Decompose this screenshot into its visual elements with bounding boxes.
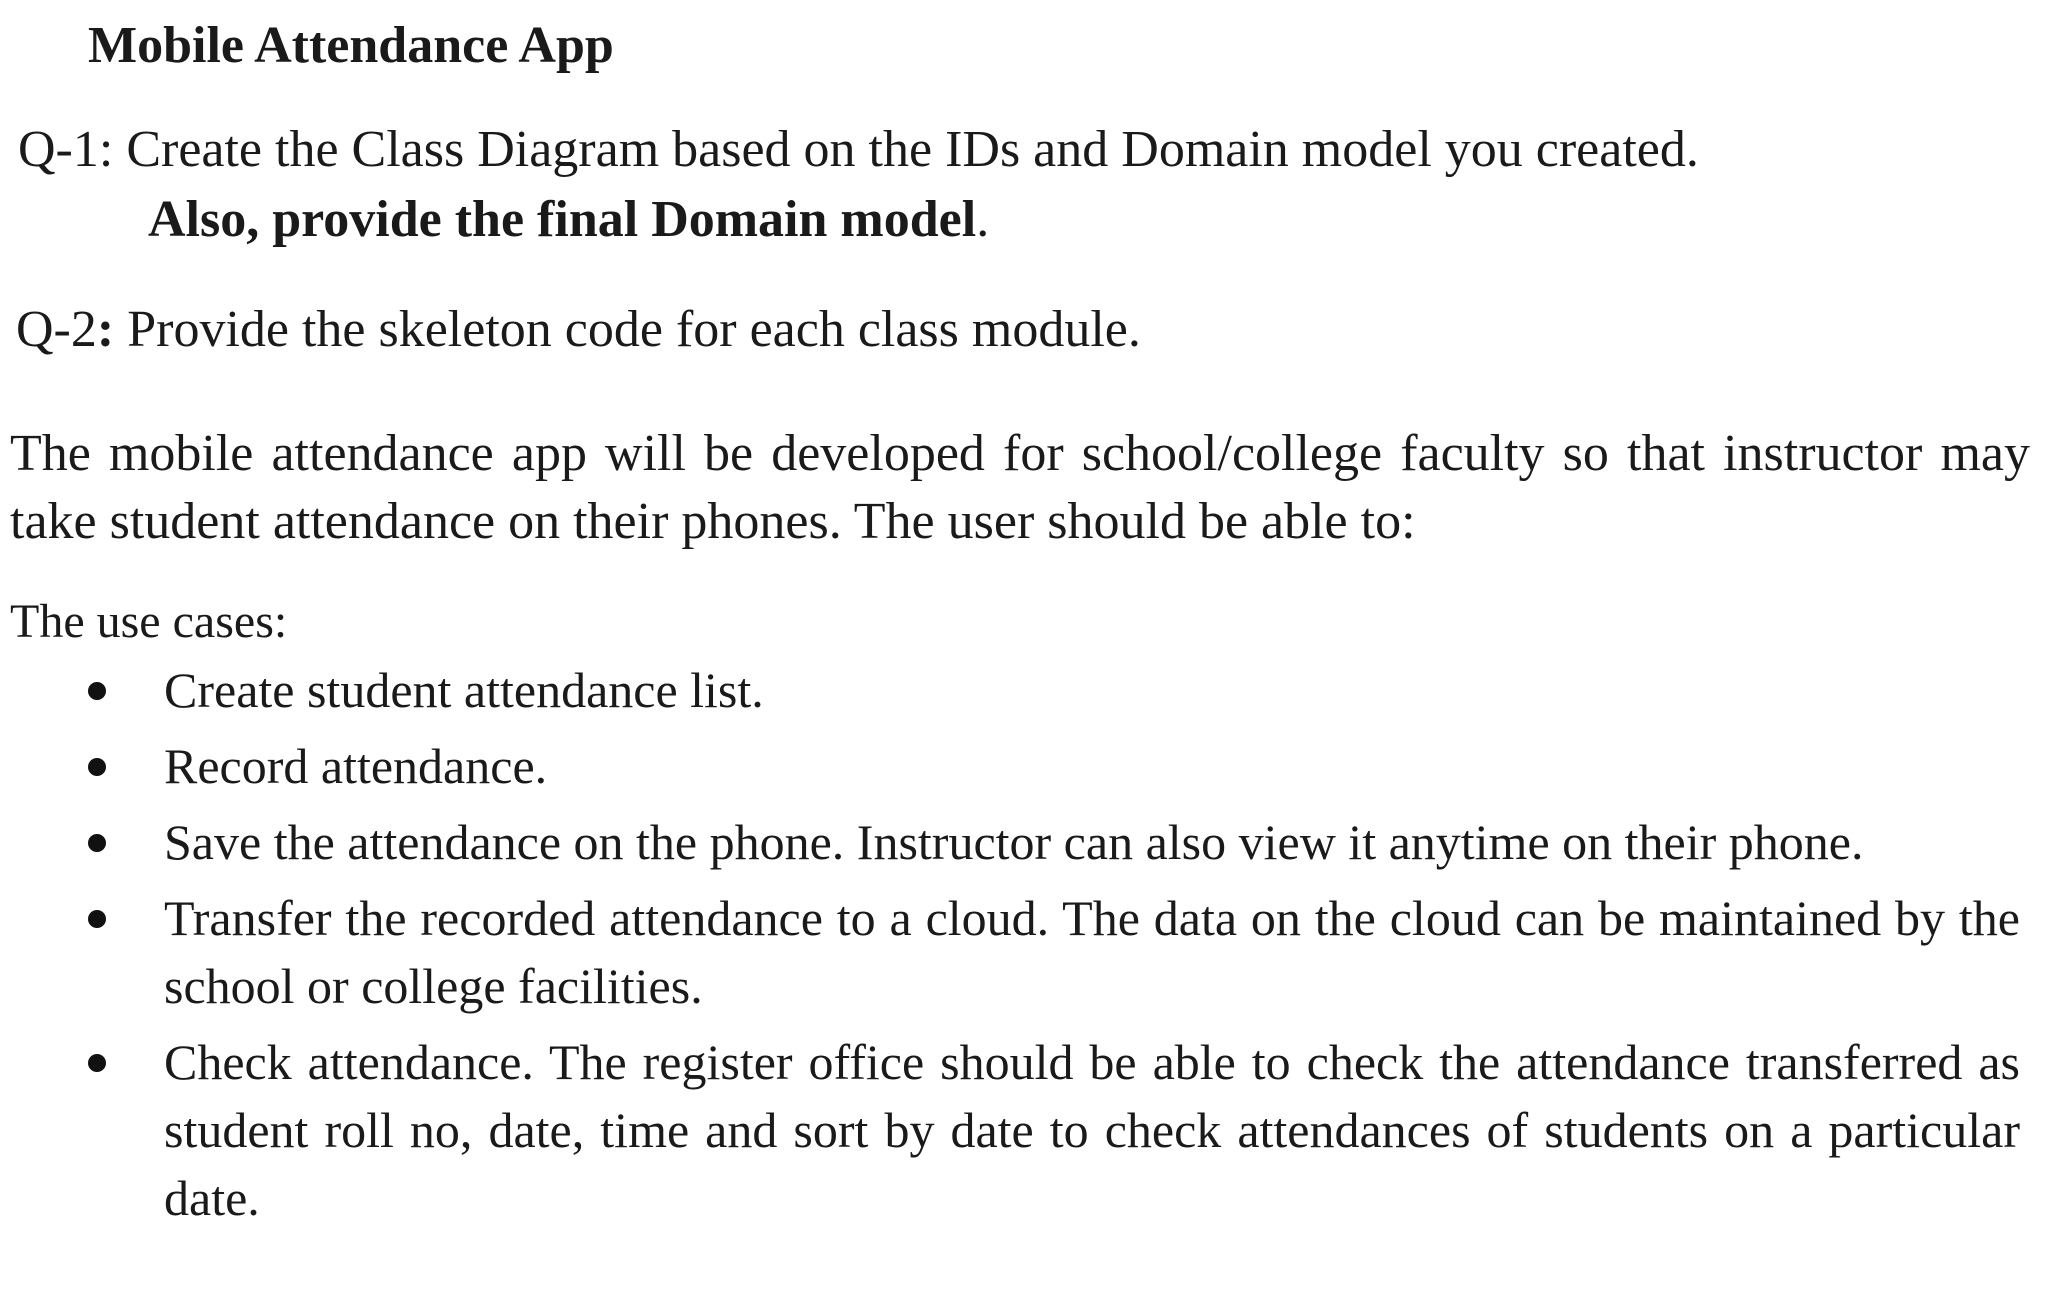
use-case-item — [0, 808, 2020, 876]
question-1 — [18, 118, 1699, 182]
use-case-text: Save the attendance on the phone. Instructor can also view it anytime on their phone. — [164, 814, 1864, 870]
use-case-text: Create student attendance list. — [164, 662, 764, 718]
question-1-followup — [148, 188, 989, 252]
bullet-icon — [88, 834, 106, 852]
question-1-bold-text: Also, provide the final Domain model — [148, 191, 977, 248]
document-title: Mobile Attendance App — [88, 17, 614, 74]
use-case-text: Check attendance. The register office should be able to check the attendance transferred as student roll no, date, time and sort by date to check attendances of students on a particular date. — [164, 1034, 2020, 1226]
question-2 — [16, 298, 1141, 362]
use-case-text: Record attendance. — [164, 738, 548, 794]
bullet-icon — [88, 1054, 106, 1072]
bullet-icon — [88, 682, 106, 700]
use-case-item — [0, 656, 2020, 724]
use-case-item — [0, 1028, 2020, 1232]
question-1-bold-suffix: . — [976, 191, 990, 248]
question-2-text: Provide the skeleton code for each class module. — [127, 301, 1141, 358]
question-2-prefix: Q-2 — [16, 301, 97, 358]
use-case-item — [0, 732, 2020, 800]
bullet-icon — [88, 910, 106, 928]
use-case-item — [0, 884, 2020, 1020]
question-1-prefix: Q-1: — [18, 121, 127, 178]
use-case-list — [0, 656, 2046, 1240]
bullet-icon — [88, 758, 106, 776]
use-cases-heading: The use cases: — [10, 595, 288, 648]
intro-paragraph: The mobile attendance app will be developed for school/college faculty so that instructor may take student attendance on their phones. The user should be able to: — [10, 425, 2030, 550]
question-2-colon: : — [96, 301, 128, 358]
use-case-text: Transfer the recorded attendance to a cloud. The data on the cloud can be maintained by the school or college facilities. — [164, 890, 2020, 1014]
question-1-text: Create the Class Diagram based on the IDs and Domain model you created. — [126, 121, 1699, 178]
